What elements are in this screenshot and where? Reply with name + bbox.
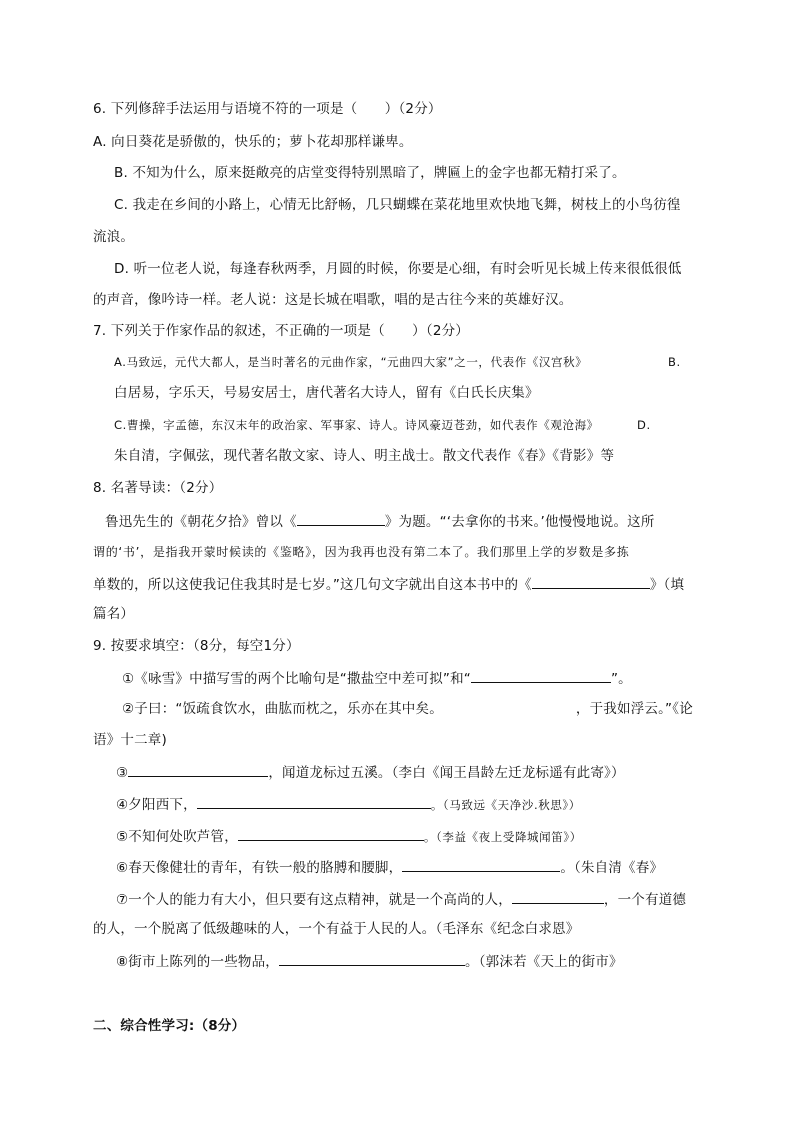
q9-item8 (116, 951, 623, 971)
q9-item6 (116, 857, 663, 877)
q9-item2-text-a: ②子曰：“饭疏食饮水，曲肱而枕之，乐亦在其中矣。 (122, 701, 443, 717)
q8-line3 (93, 574, 684, 594)
q9-item7-line2: 的人，一个脱离了低级趣味的人，一个有益于人民的人。（毛泽东《纪念白求恩》 (93, 921, 580, 937)
q9-blank-5[interactable] (238, 826, 424, 841)
q9-item5 (116, 826, 582, 846)
q9-item1-text-b: ”。 (610, 671, 632, 687)
q9-item1-text-a: ①《咏雪》中描写雪的两个比喻句是“撒盐空中差可拟”和“ (122, 671, 471, 687)
q9-item5-text-b: 。（李益《夜上受降城闻笛》） (423, 830, 582, 844)
q8-stem: 8. 名著导读：（2分） (93, 480, 223, 496)
q9-blank-7[interactable] (512, 889, 604, 904)
q9-item6-text-a: ⑥春天像健壮的青年，有铁一般的胳膊和腰脚， (116, 860, 403, 876)
q9-blank-8[interactable] (279, 951, 465, 966)
q8-line1-text-a: 鲁迅先生的《朝花夕拾》曾以《 (105, 514, 297, 530)
q9-item3 (116, 762, 625, 782)
q9-item7 (116, 889, 686, 909)
q9-item7-text-a: ⑦一个人的能力有大小，但只要有这点精神，就是一个高尚的人， (116, 892, 512, 908)
q8-line3-text-a: 单数的，所以这使我记住我其时是七岁。”这几句文字就出自这本书中的《 (93, 577, 532, 593)
q9-item5-text-a: ⑤不知何处吹芦管， (116, 829, 238, 845)
q9-blank-1[interactable] (471, 668, 611, 683)
q6-option-d-line1: D. 听一位老人说，每逢春秋两季，月圆的时候，你要是心细，有时会听见长城上传来很低很低 (114, 261, 682, 277)
q9-item1 (122, 668, 632, 688)
q6-option-a: A. 向日葵花是骄傲的，快乐的；萝卜花却那样谦卑。 (93, 134, 413, 150)
q8-line3-text-b: 》（填 (649, 577, 685, 593)
q9-item2 (122, 700, 693, 718)
q8-line1 (105, 511, 655, 531)
q7-option-a: A.马致远，元代大都人，是当时著名的元曲作家，“元曲四大家”之一，代表作《汉宫秋》 (114, 355, 588, 369)
q6-option-c-line1: C. 我走在乡间的小路上，心情无比舒畅，几只蝴蝶在菜花地里欢快地飞舞，树枝上的小鸟彷徨 (114, 197, 681, 213)
q9-stem: 9. 按要求填空：（8分，每空1分） (93, 638, 300, 654)
q9-item2-line2: 语》十二章) (93, 732, 167, 748)
q9-item7-text-b: ，一个有道德 (603, 892, 687, 908)
q8-line4: 篇名） (93, 606, 135, 622)
q7-option-c: C.曹操，字孟德，东汉末年的政治家、军事家、诗人。诗风豪迈苍劲，如代表作《观沧海》 (114, 418, 599, 432)
q9-blank-4[interactable] (197, 794, 431, 809)
q7-option-d: 朱自清，字佩弦，现代著名散文家、诗人、明主战士。散文代表作《春》《背影》等 (114, 448, 615, 464)
q9-blank-6[interactable] (402, 857, 560, 872)
q8-line1-text-b: 》为题。“‘去拿你的书来。’他慢慢地说。这所 (384, 514, 655, 530)
q9-item8-text-a: ⑧街市上陈列的一些物品， (116, 954, 280, 970)
q9-item8-text-b: 。（郭沫若《天上的街市》 (465, 954, 623, 970)
q6-option-c-line2: 流浪。 (93, 229, 135, 245)
q9-item2-text-b: ，于我如浮云。”《论 (575, 701, 693, 717)
q9-item6-text-b: 。（朱自清《春》 (560, 860, 664, 876)
q7-option-b-marker: B. (668, 355, 681, 369)
q9-item4-text-a: ④夕阳西下， (116, 797, 197, 813)
q8-line2: 谓的‘书’，是指我开蒙时候读的《鉴略》，因为我再也没有第二本了。我们那里上学的岁数是多拣 (93, 545, 630, 559)
q7-option-b: 白居易，字乐天，号易安居士，唐代著名大诗人，留有《白氏长庆集》 (114, 385, 539, 401)
q9-blank-3[interactable] (128, 762, 268, 777)
q6-option-b: B. 不知为什么，原来挺敞亮的店堂变得特别黑暗了，牌匾上的金字也都无精打采了。 (114, 165, 626, 181)
section-2-heading: 二、综合性学习:（8分） (93, 1018, 246, 1034)
q6-option-d-line2: 的声音，像吟诗一样。老人说：这是长城在唱歌，唱的是古往今来的英雄好汉。 (93, 292, 573, 308)
q7-option-d-marker: D. (637, 418, 651, 432)
q8-blank-2[interactable] (532, 574, 650, 589)
q9-item3-text-b: ，闻道龙标过五溪。（李白《闻王昌龄左迁龙标遥有此寄》） (268, 765, 625, 781)
q8-blank-1[interactable] (297, 511, 385, 526)
q9-item3-text-a: ③ (116, 765, 129, 781)
q9-item4-text-b: 。（马致远《天净沙.秋思》） (430, 798, 581, 812)
q9-item4 (116, 794, 581, 814)
q6-stem: 6. 下列修辞手法运用与语境不符的一项是（ ）（2分） (93, 101, 442, 117)
q7-stem: 7. 下列关于作家作品的叙述，不正确的一项是（ ）（2分） (93, 323, 470, 339)
